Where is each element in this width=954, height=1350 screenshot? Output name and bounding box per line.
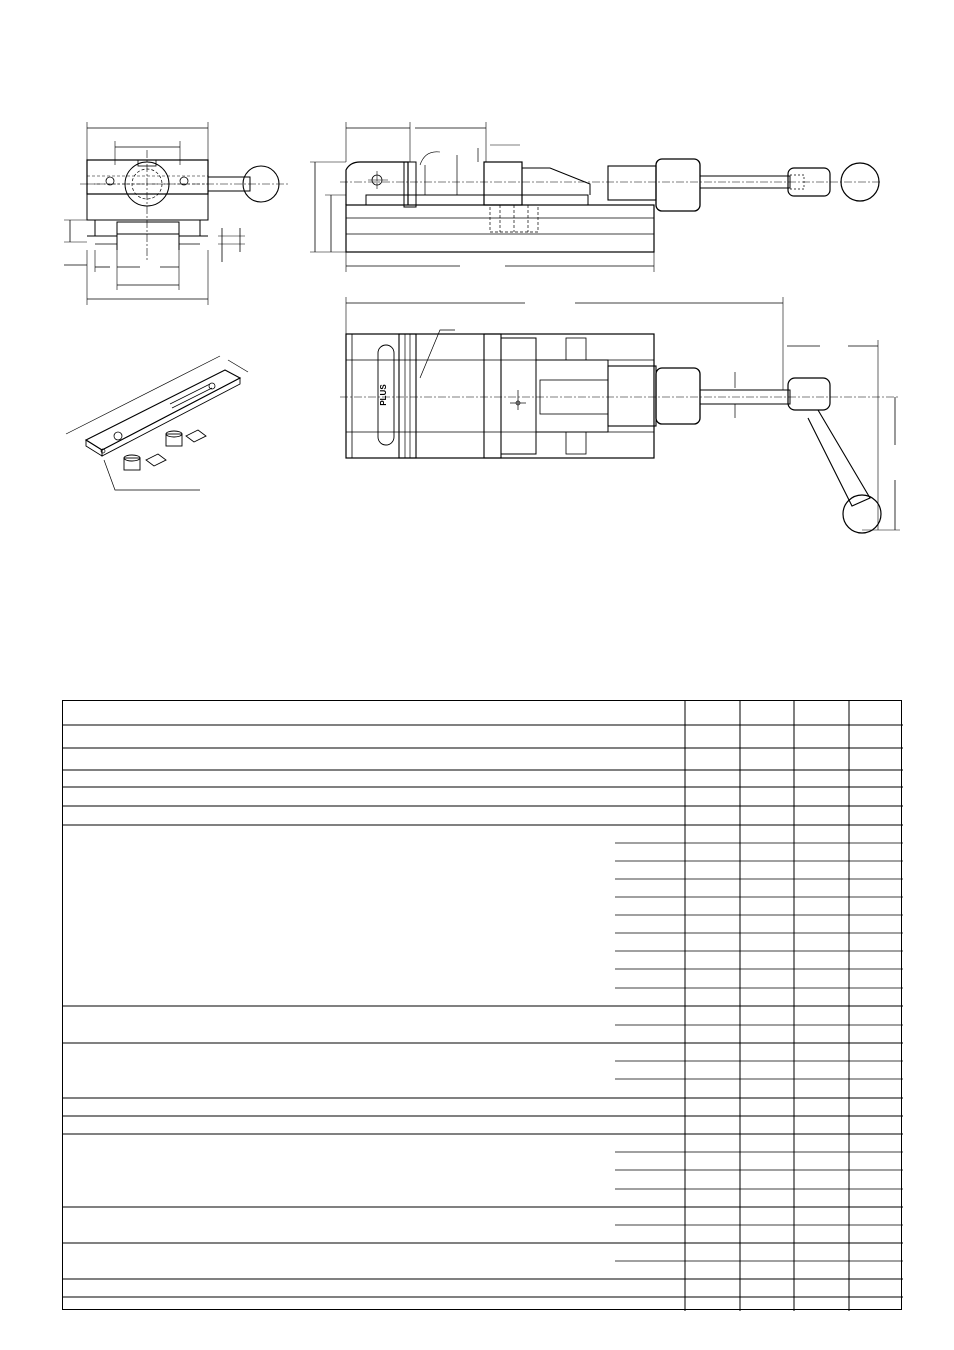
side-view-drawing [310,122,880,272]
rail-accessory-drawing [66,356,248,490]
specification-table [62,700,902,1310]
front-view-drawing [64,122,290,305]
brand-mark: PLUS [379,384,388,406]
table-grid [63,701,903,1311]
top-view-drawing [340,297,900,533]
